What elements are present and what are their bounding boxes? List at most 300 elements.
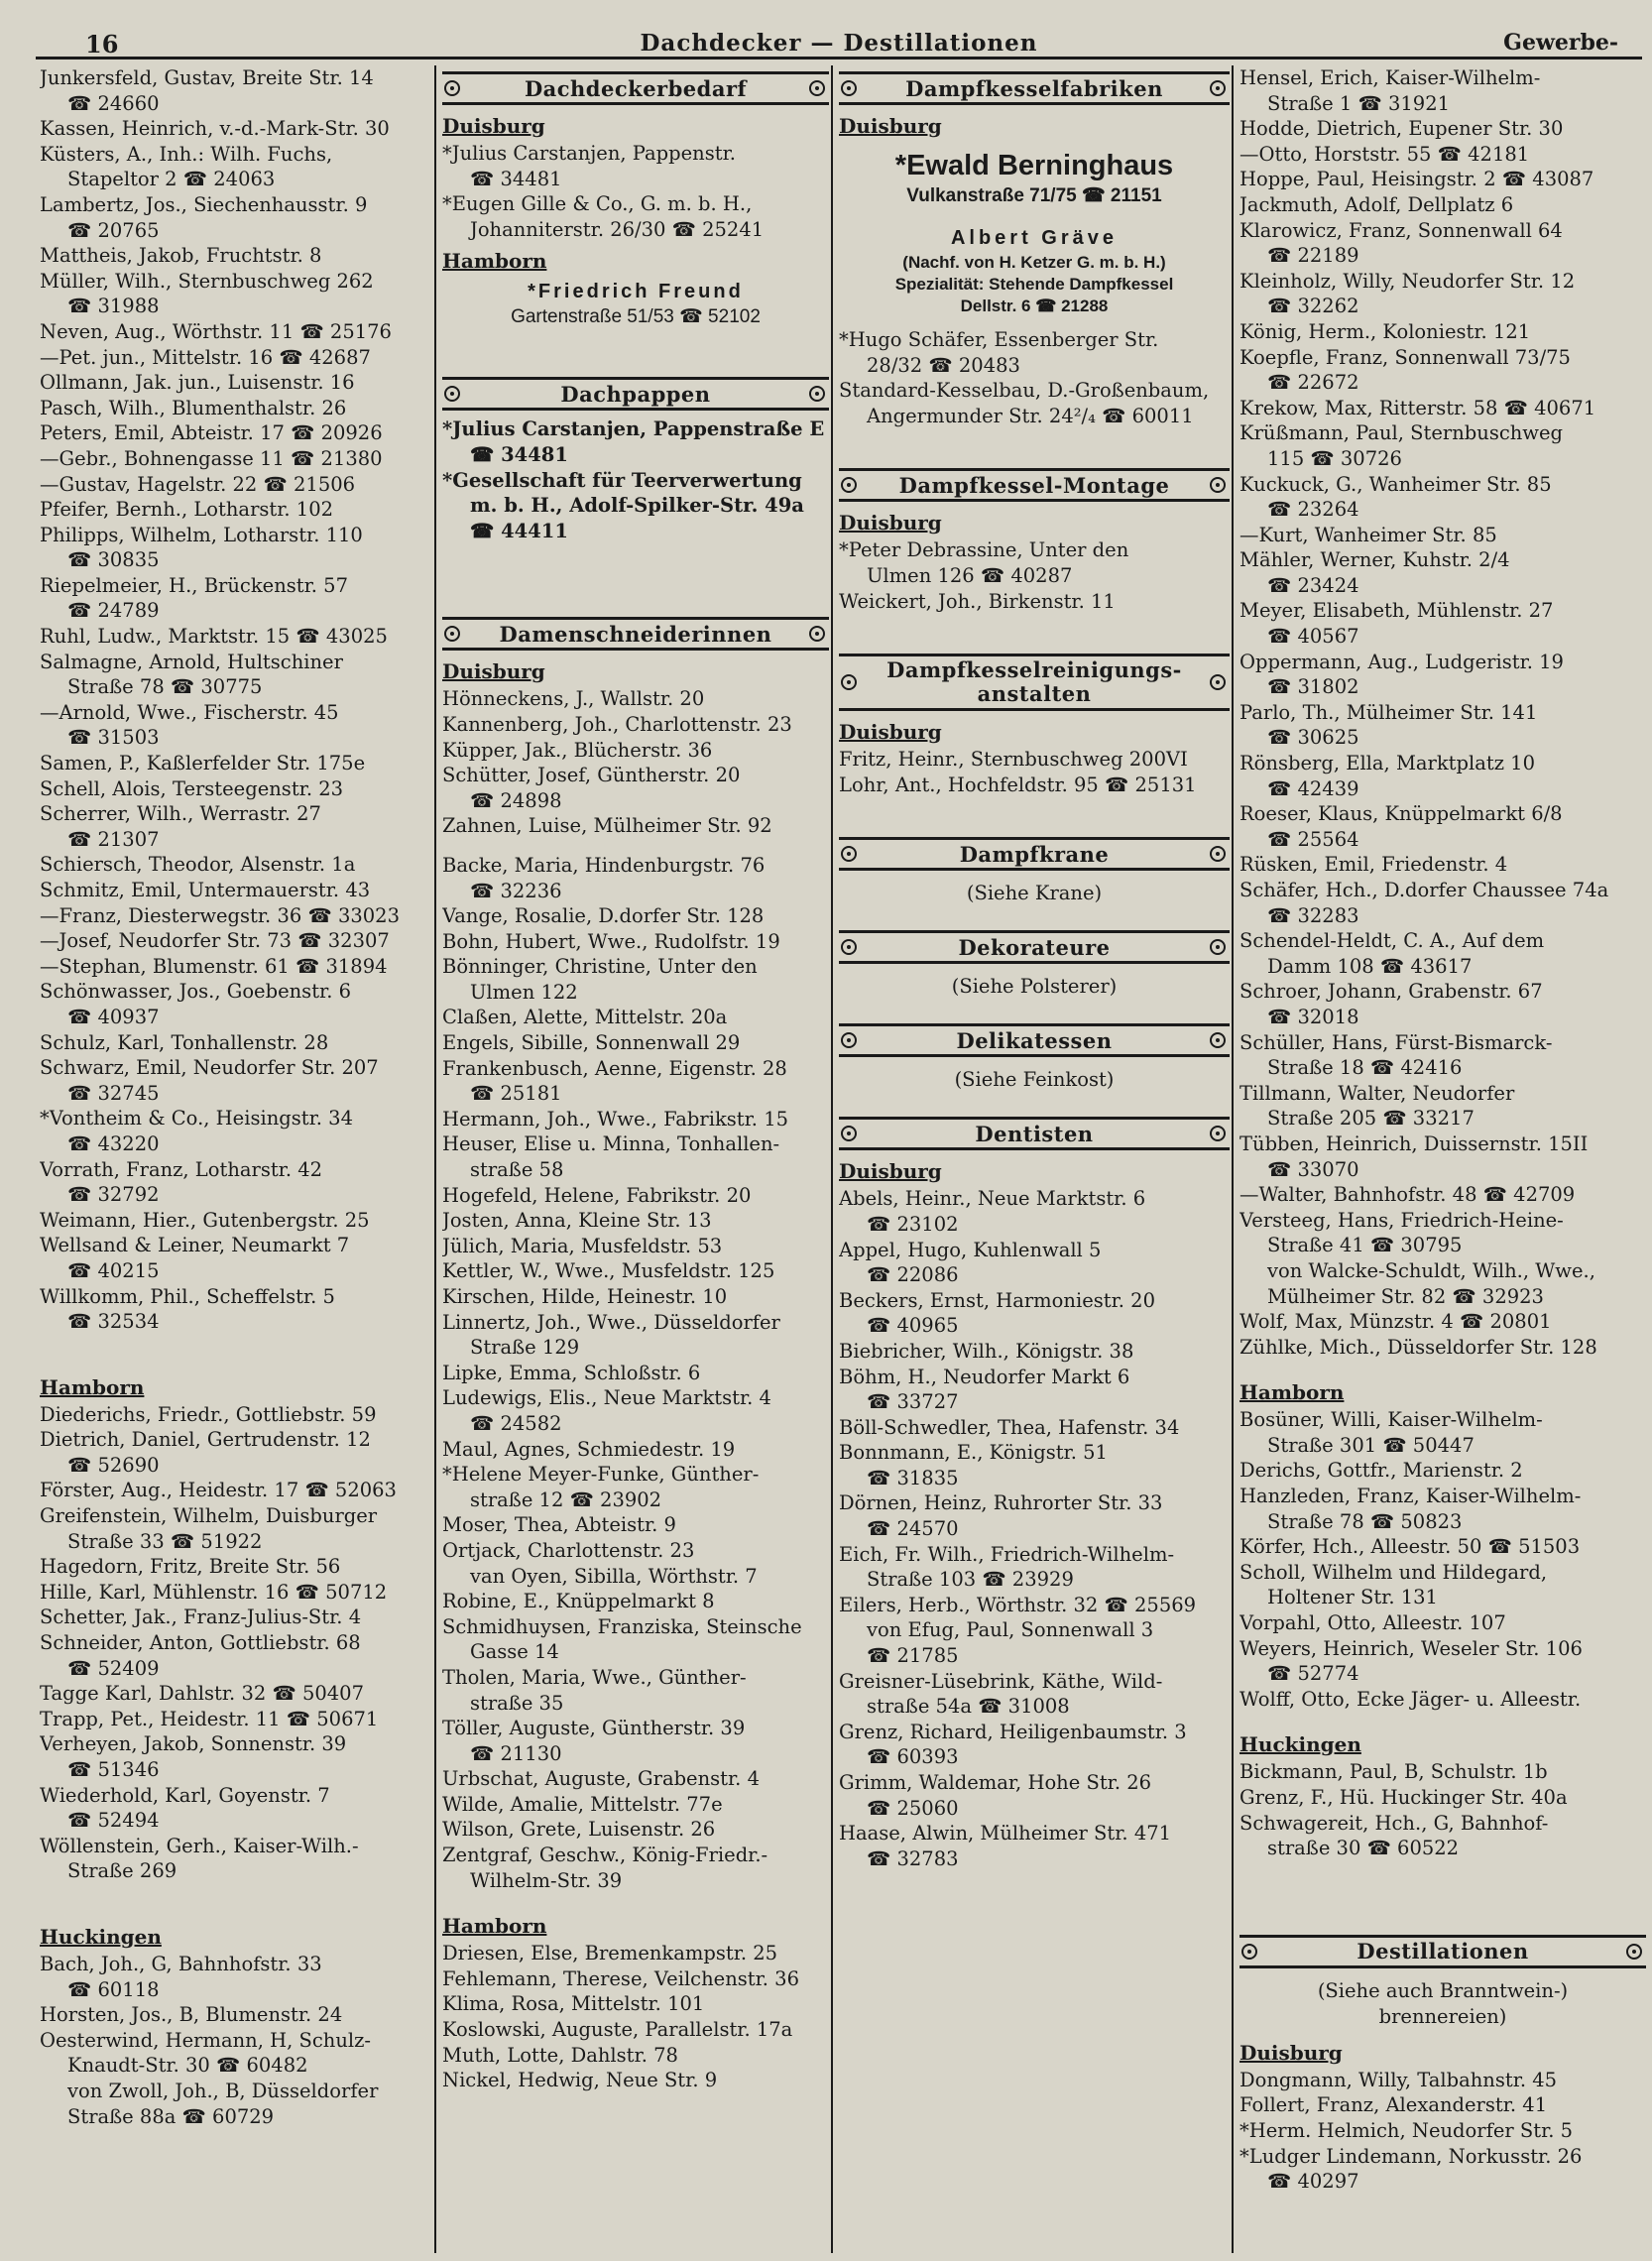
list-item: ☎ 22672: [1267, 371, 1359, 395]
list-item: Mattheis, Jakob, Fruchtstr. 8: [40, 244, 322, 268]
list-item: ☎ 44411: [470, 519, 568, 542]
list-item: Frankenbusch, Aenne, Eigenstr. 28: [442, 1056, 787, 1080]
list-item: ☎ 32262: [1267, 295, 1359, 318]
bullet-icon: [1241, 1944, 1257, 1960]
advert-berninghaus: [839, 141, 1230, 218]
list-item: straße 54a ☎ 31008: [867, 1695, 1070, 1719]
list-item: *Herm. Helmich, Neudorfer Str. 5: [1239, 2118, 1574, 2142]
list-item: ☎ 31988: [67, 295, 160, 318]
list-item: Trapp, Pet., Heidestr. 11 ☎ 50671: [40, 1707, 379, 1730]
bullet-icon: [841, 1126, 857, 1141]
list-item: Krekow, Max, Ritterstr. 58 ☎ 40671: [1239, 396, 1596, 419]
advert-address: Gartenstraße 51/53 ☎ 52102: [511, 306, 761, 328]
list-item: Wöllenstein, Gerh., Kaiser-Wilh.-: [40, 1834, 359, 1857]
list-item: Wilhelm-Str. 39: [470, 1868, 623, 1892]
list-item: ☎ 21785: [867, 1644, 959, 1668]
list-item: Dietrich, Daniel, Gertrudenstr. 12: [40, 1428, 371, 1452]
list-item: Ludewigs, Elis., Neue Marktstr. 4: [442, 1386, 771, 1410]
list-item: Wolff, Otto, Ecke Jäger- u. Alleestr.: [1239, 1687, 1582, 1711]
list-item: Straße 78 ☎ 30775: [67, 675, 263, 699]
list-item: —Arnold, Wwe., Fischerstr. 45: [40, 700, 339, 724]
list-item: ☎ 24660: [67, 91, 160, 115]
entry-list: [442, 1941, 829, 2093]
list-item: ☎ 31835: [867, 1466, 959, 1489]
entry-list: [839, 747, 1230, 797]
category-title: Dampfkrane: [959, 841, 1110, 867]
list-item: Grenz, Richard, Heiligenbaumstr. 3: [839, 1720, 1187, 1743]
bullet-icon: [841, 674, 857, 690]
list-item: Mähler, Werner, Kuhstr. 2/4: [1239, 548, 1510, 572]
bullet-icon: [1210, 477, 1226, 493]
list-item: Straße 129: [470, 1336, 580, 1360]
list-item: Zahnen, Luise, Mülheimer Str. 92: [442, 814, 772, 838]
list-item: —Gustav, Hagelstr. 22 ☎ 21506: [40, 472, 356, 496]
list-item: Meyer, Elisabeth, Mühlenstr. 27: [1239, 599, 1554, 623]
list-item: ☎ 32018: [1267, 1005, 1359, 1028]
list-item: ☎ 20765: [67, 218, 160, 242]
list-item: Follert, Franz, Alexanderstr. 41: [1239, 2093, 1548, 2117]
list-item: Krüßmann, Paul, Sternbuschweg: [1239, 421, 1564, 445]
category-header: [839, 654, 1230, 711]
list-item: Philipps, Wilhelm, Lotharstr. 110: [40, 523, 363, 546]
list-item: ☎ 32745: [67, 1081, 160, 1105]
list-item: Ollmann, Jak. jun., Luisenstr. 16: [40, 371, 355, 395]
list-item: ☎ 40297: [1267, 2170, 1359, 2194]
category-header: [442, 71, 829, 105]
entry-list: [839, 1186, 1230, 1871]
list-item: Bosüner, Willi, Kaiser-Wilhelm-: [1239, 1408, 1543, 1432]
entry-list: [1239, 65, 1646, 1360]
list-item: Tillmann, Walter, Neudorfer: [1239, 1081, 1515, 1105]
list-item: Oppermann, Aug., Ludgeristr. 19: [1239, 650, 1564, 673]
list-item: Straße 18 ☎ 42416: [1267, 1056, 1463, 1080]
list-item: Greisner-Lüsebrink, Käthe, Wild-: [839, 1669, 1163, 1693]
list-item: Schendel-Heldt, C. A., Auf dem: [1239, 929, 1545, 953]
list-item: Johanniterstr. 26/30 ☎ 25241: [470, 217, 765, 241]
list-item: *Hugo Schäfer, Essenberger Str.: [839, 328, 1159, 351]
list-item: ☎ 32534: [67, 1310, 160, 1334]
category-header: [839, 71, 1230, 105]
list-item: Schwagereit, Hch., G, Bahnhof-: [1239, 1811, 1549, 1835]
entry-list: [839, 537, 1230, 614]
list-item: Böll-Schwedler, Thea, Hafenstr. 34: [839, 1415, 1180, 1439]
list-item: Mülheimer Str. 82 ☎ 32923: [1267, 1284, 1544, 1308]
list-item: ☎ 33070: [1267, 1157, 1359, 1181]
list-item: Lipke, Emma, Schloßstr. 6: [442, 1361, 701, 1384]
list-item: Wolf, Max, Münzstr. 4 ☎ 20801: [1239, 1310, 1552, 1334]
list-item: Gasse 14: [470, 1640, 559, 1664]
list-item: Hagedorn, Fritz, Breite Str. 56: [40, 1555, 341, 1579]
list-item: straße 35: [470, 1691, 564, 1715]
list-item: Willkomm, Phil., Scheffelstr. 5: [40, 1284, 335, 1308]
category-header: [839, 1023, 1230, 1057]
list-item: Standard-Kesselbau, D.-Großenbaum,: [839, 379, 1210, 403]
bullet-icon: [841, 1032, 857, 1048]
list-item: Straße 33 ☎ 51922: [67, 1529, 263, 1553]
list-item: Schüller, Hans, Fürst-Bismarck-: [1239, 1030, 1553, 1054]
list-item: ☎ 25060: [867, 1796, 959, 1820]
list-item: Koepfle, Franz, Sonnenwall 73/75: [1239, 345, 1571, 369]
list-item: Ulmen 126 ☎ 40287: [867, 563, 1073, 587]
advert-line: (Nachf. von H. Ketzer G. m. b. H.): [902, 253, 1166, 272]
entry-list: [442, 416, 829, 543]
list-item: —Walter, Bahnhofstr. 48 ☎ 42709: [1239, 1183, 1576, 1207]
cross-reference: (Siehe Feinkost): [954, 1068, 1115, 1092]
list-item: ☎ 52409: [67, 1656, 160, 1680]
category-title: Delikatessen: [956, 1027, 1113, 1053]
list-item: Straße 103 ☎ 23929: [867, 1568, 1074, 1592]
list-item: ☎ 34481: [470, 167, 562, 190]
list-item: *Ludger Lindemann, Norkusstr. 26: [1239, 2144, 1583, 2168]
list-item: Koslowski, Auguste, Parallelstr. 17a: [442, 2018, 793, 2042]
list-item: Bohn, Hubert, Wwe., Rudolfstr. 19: [442, 929, 780, 953]
list-item: ☎ 33727: [867, 1390, 959, 1414]
list-item: Holtener Str. 131: [1267, 1586, 1438, 1609]
list-item: von Efug, Paul, Sonnenwall 3: [867, 1618, 1154, 1642]
list-item: *Julius Carstanjen, Pappenstr.: [442, 142, 736, 165]
list-item: Dörnen, Heinz, Ruhrorter Str. 33: [839, 1491, 1163, 1515]
list-item: Rüsken, Emil, Friedenstr. 4: [1239, 853, 1508, 877]
list-item: Hoppe, Paul, Heisingstr. 2 ☎ 43087: [1239, 168, 1594, 191]
category-title: Dampfkesselfabriken: [905, 75, 1163, 101]
list-item: Engels, Sibille, Sonnenwall 29: [442, 1031, 741, 1055]
list-item: Haase, Alwin, Mülheimer Str. 471: [839, 1822, 1172, 1845]
list-item: ☎ 43220: [67, 1131, 160, 1155]
list-item: Beckers, Ernst, Harmoniestr. 20: [839, 1288, 1155, 1312]
cross-reference: brennereien): [1378, 2004, 1507, 2028]
list-item: Straße 88a ☎ 60729: [67, 2104, 275, 2128]
list-item: Angermunder Str. 24²/₄ ☎ 60011: [867, 404, 1194, 427]
advert-graeve: [839, 218, 1230, 327]
list-item: ☎ 24789: [67, 599, 160, 623]
list-item: Moser, Thea, Abteistr. 9: [442, 1513, 676, 1537]
page-title: Dachdecker — Destillationen: [640, 30, 1038, 57]
list-item: ☎ 30835: [67, 548, 160, 572]
list-item: ☎ 42439: [1267, 776, 1359, 800]
place-heading-duisburg: Duisburg: [442, 114, 545, 138]
list-item: Scholl, Wilhelm und Hildegard,: [1239, 1560, 1548, 1584]
list-item: ☎ 24570: [867, 1517, 959, 1541]
bullet-icon: [1210, 939, 1226, 955]
list-item: ☎ 22189: [1267, 244, 1359, 268]
list-item: Backe, Maria, Hindenburgstr. 76: [442, 853, 766, 877]
list-item: Grenz, F., Hü. Huckinger Str. 40a: [1239, 1786, 1568, 1809]
list-item: ☎ 60393: [867, 1745, 959, 1769]
list-item: ☎ 24898: [470, 788, 562, 812]
cross-reference: (Siehe Polsterer): [951, 975, 1118, 999]
bullet-icon: [1210, 80, 1226, 96]
list-item: Kuckuck, G., Wanheimer Str. 85: [1239, 472, 1552, 496]
list-item: [442, 839, 829, 853]
list-item: Kassen, Heinrich, v.-d.-Mark-Str. 30: [40, 117, 390, 141]
list-item: Maul, Agnes, Schmiedestr. 19: [442, 1437, 736, 1461]
list-item: Robine, E., Knüppelmarkt 8: [442, 1590, 715, 1613]
advert-name: Albert Gräve: [950, 227, 1119, 249]
list-item: Ruhl, Ludw., Marktstr. 15 ☎ 43025: [40, 625, 388, 649]
advert-line: Spezialität: Stehende Dampfkessel: [894, 275, 1174, 294]
list-item: Hogefeld, Helene, Fabrikstr. 20: [442, 1183, 752, 1207]
category-title: anstalten: [977, 681, 1092, 707]
list-item: Bach, Joh., G, Bahnhofstr. 33: [40, 1952, 322, 1975]
entry-list: [1239, 2068, 1646, 2195]
bullet-icon: [841, 939, 857, 955]
list-item: Oesterwind, Hermann, H, Schulz-: [40, 2028, 371, 2052]
list-item: ☎ 25564: [1267, 827, 1359, 851]
list-item: Pasch, Wilh., Blumenthalstr. 26: [40, 396, 347, 419]
list-item: Schneider, Anton, Gottliebstr. 68: [40, 1631, 361, 1655]
bullet-icon: [841, 846, 857, 862]
list-item: Linnertz, Joh., Wwe., Düsseldorfer: [442, 1310, 780, 1334]
list-item: Weyers, Heinrich, Weseler Str. 106: [1239, 1636, 1583, 1660]
list-item: von Zwoll, Joh., B, Düsseldorfer: [67, 2079, 379, 2102]
place-heading-duisburg: Duisburg: [442, 659, 545, 684]
list-item: Wilson, Grete, Luisenstr. 26: [442, 1818, 716, 1842]
cross-reference: (Siehe auch Branntwein-): [1317, 1978, 1569, 2002]
list-item: Appel, Hugo, Kuhlenwall 5: [839, 1238, 1102, 1261]
entry-list: [839, 327, 1230, 428]
list-item: Salmagne, Arnold, Hultschiner: [40, 650, 343, 673]
list-item: Eich, Fr. Wilh., Friedrich-Wilhelm-: [839, 1542, 1175, 1566]
list-item: ☎ 51346: [67, 1758, 160, 1781]
list-item: ☎ 52690: [67, 1453, 160, 1477]
list-item: Küsters, A., Inh.: Wilh. Fuchs,: [40, 142, 333, 166]
list-item: ☎ 52774: [1267, 1662, 1359, 1686]
list-item: Weimann, Hier., Gutenbergstr. 25: [40, 1208, 370, 1232]
place-heading-huckingen: Huckingen: [1239, 1732, 1361, 1757]
list-item: Schwarz, Emil, Neudorfer Str. 207: [40, 1056, 379, 1080]
place-heading-duisburg: Duisburg: [839, 511, 942, 536]
list-item: Vange, Rosalie, D.dorfer Str. 128: [442, 904, 765, 928]
category-header: [839, 1117, 1230, 1150]
category-header: [839, 930, 1230, 964]
list-item: Schütter, Josef, Güntherstr. 20: [442, 764, 741, 787]
list-item: ☎ 21307: [67, 827, 160, 851]
list-item: 115 ☎ 30726: [1267, 446, 1402, 470]
list-item: —Franz, Diesterwegstr. 36 ☎ 33023: [40, 903, 400, 927]
list-item: Biebricher, Wilh., Königstr. 38: [839, 1339, 1134, 1363]
page-header: [36, 26, 1642, 60]
entry-list: [1239, 1407, 1646, 1712]
list-item: Versteeg, Hans, Friedrich-Heine-: [1239, 1208, 1564, 1232]
list-item: Dongmann, Willy, Talbahnstr. 45: [1239, 2068, 1558, 2091]
list-item: ☎ 22086: [867, 1263, 959, 1287]
list-item: straße 58: [470, 1158, 564, 1182]
list-item: ☎ 40965: [867, 1314, 959, 1338]
list-item: Schäfer, Hch., D.dorfer Chaussee 74a: [1239, 879, 1609, 901]
list-item: Lambertz, Jos., Siechenhausstr. 9: [40, 192, 368, 216]
list-item: Tübben, Heinrich, Duissernstr. 15II: [1239, 1131, 1589, 1155]
list-item: Bönninger, Christine, Unter den: [442, 955, 758, 979]
list-item: *Peter Debrassine, Unter den: [839, 538, 1129, 562]
list-item: Nickel, Hedwig, Neue Str. 9: [442, 2069, 718, 2092]
cross-reference: (Siehe Krane): [966, 882, 1103, 905]
list-item: Straße 205 ☎ 33217: [1267, 1107, 1475, 1130]
bullet-icon: [444, 626, 460, 642]
list-item: m. b. H., Adolf-Spilker-Str. 49a: [470, 494, 804, 518]
place-heading-hamborn: Hamborn: [442, 249, 547, 274]
column-1: [40, 65, 432, 2253]
list-item: Schroer, Johann, Grabenstr. 67: [1239, 980, 1543, 1004]
list-item: Jülich, Maria, Musfeldstr. 53: [442, 1234, 723, 1257]
list-item: von Walcke-Schuldt, Wilh., Wwe.,: [1267, 1258, 1595, 1282]
list-item: ☎ 25181: [470, 1082, 562, 1106]
bullet-icon: [1210, 1126, 1226, 1141]
list-item: Vorrath, Franz, Lotharstr. 42: [40, 1157, 323, 1181]
list-item: ☎ 32783: [867, 1846, 959, 1870]
list-item: Damm 108 ☎ 43617: [1267, 954, 1473, 978]
list-item: Zentgraf, Geschw., König-Friedr.-: [442, 1844, 768, 1867]
list-item: Straße 41 ☎ 30795: [1267, 1234, 1463, 1257]
list-item: Fehlemann, Therese, Veilchenstr. 36: [442, 1966, 799, 1990]
list-item: Wellsand & Leiner, Neumarkt 7: [40, 1234, 350, 1257]
list-item: ☎ 32792: [67, 1183, 160, 1207]
list-item: Tholen, Maria, Wwe., Günther-: [442, 1665, 747, 1689]
list-item: Hensel, Erich, Kaiser-Wilhelm-: [1239, 66, 1541, 89]
list-item: ☎ 32236: [470, 879, 562, 902]
list-item: ☎ 40937: [67, 1005, 160, 1028]
place-heading-duisburg: Duisburg: [839, 720, 942, 745]
list-item: ☎ 31802: [1267, 675, 1359, 699]
list-item: Schell, Alois, Tersteegenstr. 23: [40, 776, 344, 800]
list-item: Tagge Karl, Dahlstr. 32 ☎ 50407: [40, 1682, 364, 1706]
list-item: Urbschat, Auguste, Grabenstr. 4: [442, 1767, 760, 1791]
list-item: Muth, Lotte, Dahlstr. 78: [442, 2043, 678, 2067]
list-item: Pfeifer, Bernh., Lotharstr. 102: [40, 498, 334, 522]
list-item: König, Herm., Koloniestr. 121: [1239, 319, 1531, 343]
category-header: [1239, 1935, 1646, 1968]
list-item: Rönsberg, Ella, Marktplatz 10: [1239, 752, 1535, 775]
list-item: Wilde, Amalie, Mittelstr. 77e: [442, 1792, 723, 1816]
list-item: Claßen, Alette, Mittelstr. 20a: [442, 1006, 728, 1029]
category-header: [839, 837, 1230, 871]
list-item: Abels, Heinr., Neue Marktstr. 6: [839, 1187, 1146, 1211]
list-item: Jackmuth, Adolf, Dellplatz 6: [1239, 192, 1514, 216]
list-item: Hermann, Joh., Wwe., Fabrikstr. 15: [442, 1107, 789, 1130]
list-item: *Julius Carstanjen, Pappenstraße E: [442, 417, 825, 441]
list-item: Hönneckens, J., Wallstr. 20: [442, 687, 705, 711]
list-item: ☎ 31503: [67, 726, 160, 750]
list-item: straße 30 ☎ 60522: [1267, 1837, 1460, 1860]
list-item: Junkersfeld, Gustav, Breite Str. 14: [40, 66, 374, 89]
list-item: ☎ 32283: [1267, 903, 1359, 927]
list-item: Josten, Anna, Kleine Str. 13: [442, 1209, 712, 1233]
list-item: ☎ 23264: [1267, 498, 1359, 522]
bullet-icon: [1210, 846, 1226, 862]
list-item: ☎ 21130: [470, 1741, 562, 1765]
list-item: Roeser, Klaus, Knüppelmarkt 6/8: [1239, 802, 1563, 826]
list-item: Kleinholz, Willy, Neudorfer Str. 12: [1239, 269, 1576, 293]
list-item: Diederichs, Friedr., Gottliebstr. 59: [40, 1402, 377, 1426]
entry-list: [1239, 1759, 1646, 1860]
list-item: *Vontheim & Co., Heisingstr. 34: [40, 1107, 353, 1130]
list-item: Körfer, Hch., Alleestr. 50 ☎ 51503: [1239, 1535, 1581, 1559]
category-header: [442, 617, 829, 651]
list-item: Förster, Aug., Heidestr. 17 ☎ 52063: [40, 1479, 397, 1502]
list-item: —Kurt, Wanheimer Str. 85: [1239, 523, 1497, 546]
bullet-icon: [809, 80, 825, 96]
category-header: [442, 377, 829, 411]
list-item: Schönwasser, Jos., Goebenstr. 6: [40, 980, 352, 1004]
list-item: Straße 78 ☎ 50823: [1267, 1509, 1463, 1533]
list-item: Hille, Karl, Mühlenstr. 16 ☎ 50712: [40, 1580, 388, 1604]
page-running-head: Gewerbe-: [1503, 30, 1618, 56]
entry-list: [40, 1952, 432, 2129]
category-title: Dachdeckerbedarf: [524, 75, 748, 101]
list-item: Peters, Emil, Abteistr. 17 ☎ 20926: [40, 421, 383, 445]
bullet-icon: [809, 386, 825, 402]
list-item: —Otto, Horststr. 55 ☎ 42181: [1239, 142, 1530, 166]
category-title: Dentisten: [975, 1121, 1094, 1146]
list-item: 28/32 ☎ 20483: [867, 353, 1020, 377]
list-item: ☎ 40215: [67, 1258, 160, 1282]
list-item: Böhm, H., Neudorfer Markt 6: [839, 1365, 1130, 1388]
list-item: Scherrer, Wilh., Werrastr. 27: [40, 802, 321, 826]
list-item: ☎ 23102: [867, 1212, 959, 1236]
list-item: Parlo, Th., Mülheimer Str. 141: [1239, 700, 1538, 724]
list-item: Schiersch, Theodor, Alsenstr. 1a: [40, 853, 356, 877]
list-item: van Oyen, Sibilla, Wörthstr. 7: [470, 1564, 758, 1588]
list-item: Driesen, Else, Bremenkampstr. 25: [442, 1942, 778, 1965]
list-item: Ulmen 122: [470, 980, 578, 1004]
column-2: [434, 65, 829, 2253]
bullet-icon: [444, 80, 460, 96]
advert-address: Vulkanstraße 71/75 ☎ 21151: [906, 185, 1162, 206]
list-item: *Eugen Gille & Co., G. m. b. H.,: [442, 192, 753, 216]
bullet-icon: [444, 386, 460, 402]
bullet-icon: [841, 80, 857, 96]
entry-list: [442, 686, 829, 1893]
list-item: *Gesellschaft für Teerverwertung: [442, 468, 802, 492]
bullet-icon: [1626, 1944, 1642, 1960]
category-title: Destillationen: [1357, 1939, 1529, 1964]
list-item: Wiederhold, Karl, Goyenstr. 7: [40, 1783, 330, 1807]
list-item: ☎ 40567: [1267, 625, 1359, 649]
place-heading-duisburg: Duisburg: [839, 114, 942, 138]
list-item: Küpper, Jak., Blücherstr. 36: [442, 738, 713, 762]
advert-line: Dellstr. 6 ☎ 21288: [960, 297, 1109, 315]
list-item: ☎ 60118: [67, 1977, 160, 2001]
list-item: Grimm, Waldemar, Hohe Str. 26: [839, 1771, 1152, 1794]
column-3: [831, 65, 1230, 2253]
place-heading-hamborn: Hamborn: [442, 1914, 547, 1939]
list-item: Eilers, Herb., Wörthstr. 32 ☎ 25569: [839, 1593, 1197, 1616]
list-item: Zühlke, Mich., Düsseldorfer Str. 128: [1239, 1335, 1597, 1359]
list-item: Vorpahl, Otto, Alleestr. 107: [1239, 1611, 1506, 1635]
list-item: Schmitz, Emil, Untermauerstr. 43: [40, 879, 371, 901]
entry-list: [40, 1402, 432, 1884]
list-item: Samen, P., Kaßlerfelder Str. 175e: [40, 752, 366, 775]
category-title: Damenschneiderinnen: [499, 621, 772, 647]
list-item: Fritz, Heinr., Sternbuschweg 200VI: [839, 748, 1188, 772]
list-item: straße 12 ☎ 23902: [470, 1488, 662, 1511]
list-item: Straße 301 ☎ 50447: [1267, 1433, 1475, 1457]
category-title: Dekorateure: [958, 934, 1111, 960]
category-title: Dampfkessel-Montage: [898, 472, 1170, 498]
list-item: ☎ 23424: [1267, 573, 1359, 597]
list-item: —Josef, Neudorfer Str. 73 ☎ 32307: [40, 929, 390, 953]
advert-name: *Ewald Berninghaus: [894, 150, 1174, 181]
place-heading-hamborn: Hamborn: [1239, 1380, 1345, 1405]
list-item: ☎ 30625: [1267, 726, 1359, 750]
list-item: Schulz, Karl, Tonhallenstr. 28: [40, 1030, 329, 1054]
list-item: Stapeltor 2 ☎ 24063: [67, 168, 276, 191]
category-header: [839, 468, 1230, 502]
list-item: Ortjack, Charlottenstr. 23: [442, 1538, 695, 1562]
list-item: Lohr, Ant., Hochfeldstr. 95 ☎ 25131: [839, 773, 1197, 796]
list-item: ☎ 34481: [470, 442, 568, 466]
list-item: —Gebr., Bohnengasse 11 ☎ 21380: [40, 446, 383, 470]
entry-list: [40, 65, 432, 1335]
